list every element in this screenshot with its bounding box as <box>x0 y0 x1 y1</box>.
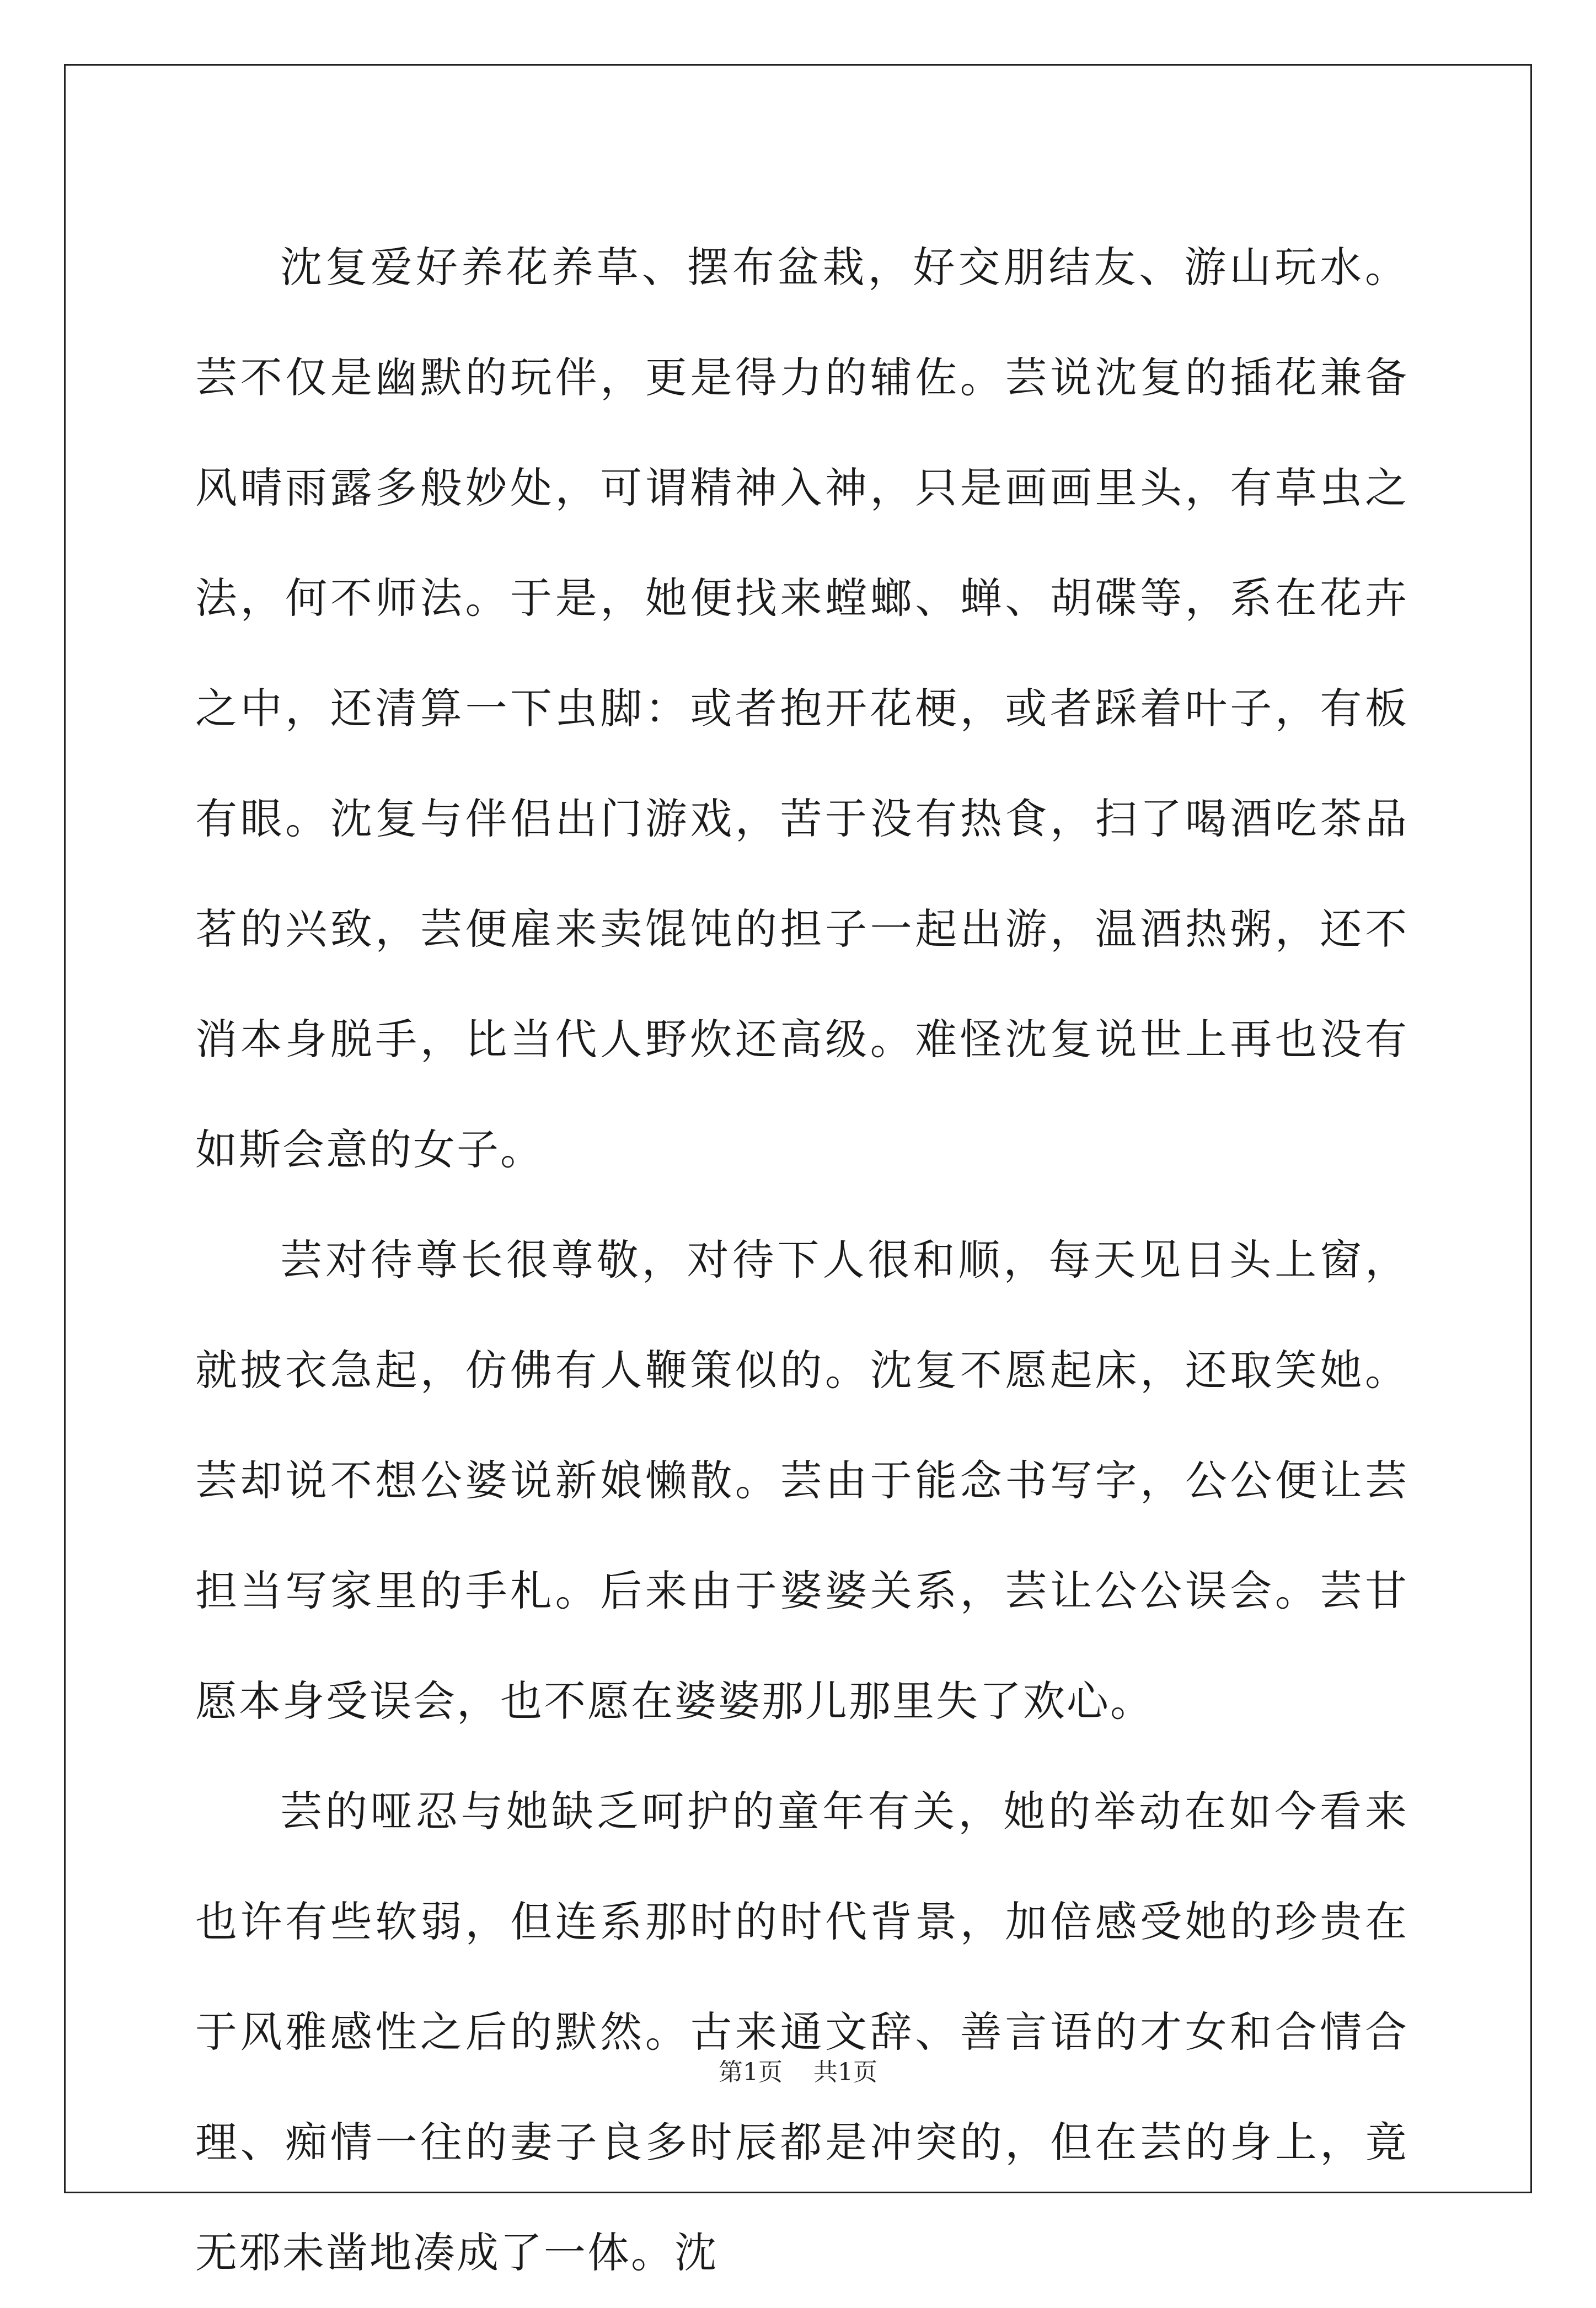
page-number: 第1页 共1页 <box>719 2058 877 2086</box>
paragraph-3: 芸的哑忍与她缺乏呵护的童年有关，她的举动在如今看来也许有些软弱，但连系那时的时代背景，加倍感受她的珍贵在于风雅感性之后的默然。古来通文辞、善言语的才女和合情合理、痴情一往的妻子良多时辰都是冲突的，但在芸的身上，竟无邪未凿地凑成了一体。沈 <box>195 1787 1408 2277</box>
page-footer <box>0 2056 1596 2089</box>
document-body <box>195 212 1408 2308</box>
paragraph-1: 沈复爱好养花养草、摆布盆栽，好交朋结友、游山玩水。芸不仅是幽默的玩伴，更是得力的辅佐。芸说沈复的插花兼备风晴雨露多般妙处，可谓精神入神，只是画画里头，有草虫之法，何不师法。于是，她便找来螳螂、蝉、胡碟等，系在花卉之中，还清算一下虫脚：或者抱开花梗，或者踩着叶子，有板有眼。沈复与伴侣出门游戏，苦于没有热食，扫了喝酒吃茶品茗的兴致，芸便雇来卖馄饨的担子一起出游，温酒热粥，还不消本身脱手，比当代人野炊还高级。难怪沈复说世上再也没有如斯会意的女子。 <box>195 243 1408 1174</box>
paragraph-2: 芸对待尊长很尊敬，对待下人很和顺，每天见日头上窗，就披衣急起，仿佛有人鞭策似的。沈复不愿起床，还取笑她。芸却说不想公婆说新娘懒散。芸由于能念书写字，公公便让芸担当写家里的手札。后来由于婆婆关系，芸让公公误会。芸甘愿本身受误会，也不愿在婆婆那儿那里失了欢心。 <box>195 1235 1408 1726</box>
